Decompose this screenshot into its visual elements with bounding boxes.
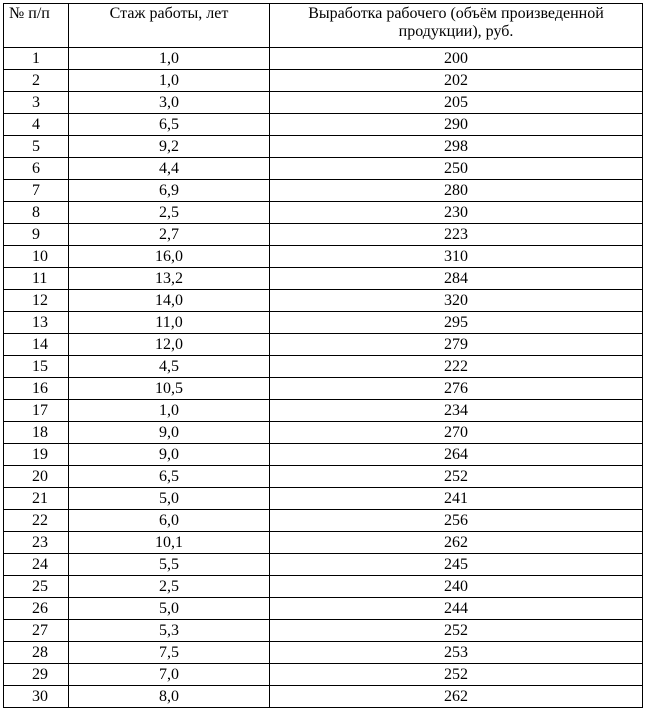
table-row xyxy=(4,202,643,224)
table-row xyxy=(4,114,643,136)
cell-output: 280 xyxy=(270,180,643,202)
cell-experience: 1,0 xyxy=(69,70,270,92)
table-header xyxy=(4,4,643,48)
cell-number: 23 xyxy=(4,532,69,554)
cell-number: 26 xyxy=(4,598,69,620)
cell-output: 320 xyxy=(270,290,643,312)
cell-experience: 8,0 xyxy=(69,686,270,708)
cell-number: 22 xyxy=(4,510,69,532)
cell-experience: 16,0 xyxy=(69,246,270,268)
table-row xyxy=(4,290,643,312)
cell-number: 8 xyxy=(4,202,69,224)
cell-experience: 2,5 xyxy=(69,202,270,224)
table-row xyxy=(4,422,643,444)
cell-number: 4 xyxy=(4,114,69,136)
cell-number: 1 xyxy=(4,48,69,70)
cell-number: 11 xyxy=(4,268,69,290)
cell-experience: 7,5 xyxy=(69,642,270,664)
cell-number: 17 xyxy=(4,400,69,422)
table-row xyxy=(4,158,643,180)
cell-number: 27 xyxy=(4,620,69,642)
cell-number: 6 xyxy=(4,158,69,180)
cell-number: 20 xyxy=(4,466,69,488)
cell-number: 21 xyxy=(4,488,69,510)
cell-number: 7 xyxy=(4,180,69,202)
cell-experience: 2,5 xyxy=(69,576,270,598)
cell-experience: 9,2 xyxy=(69,136,270,158)
cell-experience: 2,7 xyxy=(69,224,270,246)
table-row xyxy=(4,620,643,642)
cell-output: 253 xyxy=(270,642,643,664)
cell-output: 270 xyxy=(270,422,643,444)
cell-experience: 14,0 xyxy=(69,290,270,312)
cell-number: 13 xyxy=(4,312,69,334)
cell-experience: 6,9 xyxy=(69,180,270,202)
cell-output: 234 xyxy=(270,400,643,422)
cell-number: 28 xyxy=(4,642,69,664)
cell-output: 262 xyxy=(270,686,643,708)
table-row xyxy=(4,444,643,466)
cell-output: 245 xyxy=(270,554,643,576)
cell-number: 18 xyxy=(4,422,69,444)
cell-output: 284 xyxy=(270,268,643,290)
cell-experience: 1,0 xyxy=(69,48,270,70)
cell-output: 230 xyxy=(270,202,643,224)
cell-output: 295 xyxy=(270,312,643,334)
table-row xyxy=(4,334,643,356)
cell-number: 5 xyxy=(4,136,69,158)
cell-experience: 4,5 xyxy=(69,356,270,378)
cell-experience: 13,2 xyxy=(69,268,270,290)
cell-number: 15 xyxy=(4,356,69,378)
cell-number: 3 xyxy=(4,92,69,114)
cell-output: 223 xyxy=(270,224,643,246)
cell-output: 241 xyxy=(270,488,643,510)
table-row xyxy=(4,92,643,114)
table-row xyxy=(4,686,643,708)
table-row xyxy=(4,554,643,576)
cell-experience: 4,4 xyxy=(69,158,270,180)
table-body xyxy=(4,48,643,708)
table-row xyxy=(4,48,643,70)
cell-output: 244 xyxy=(270,598,643,620)
cell-number: 12 xyxy=(4,290,69,312)
cell-output: 252 xyxy=(270,466,643,488)
cell-experience: 7,0 xyxy=(69,664,270,686)
cell-number: 10 xyxy=(4,246,69,268)
data-table xyxy=(3,3,643,708)
cell-experience: 1,0 xyxy=(69,400,270,422)
table-row xyxy=(4,356,643,378)
cell-number: 25 xyxy=(4,576,69,598)
table-row xyxy=(4,576,643,598)
cell-output: 290 xyxy=(270,114,643,136)
cell-experience: 5,5 xyxy=(69,554,270,576)
cell-number: 29 xyxy=(4,664,69,686)
header-row xyxy=(4,4,643,48)
table-row xyxy=(4,642,643,664)
cell-output: 262 xyxy=(270,532,643,554)
cell-output: 240 xyxy=(270,576,643,598)
table-row xyxy=(4,532,643,554)
cell-output: 310 xyxy=(270,246,643,268)
cell-experience: 5,0 xyxy=(69,488,270,510)
table-row xyxy=(4,466,643,488)
cell-number: 16 xyxy=(4,378,69,400)
table-row xyxy=(4,598,643,620)
cell-number: 19 xyxy=(4,444,69,466)
table-row xyxy=(4,510,643,532)
cell-output: 276 xyxy=(270,378,643,400)
cell-output: 202 xyxy=(270,70,643,92)
table-row xyxy=(4,136,643,158)
cell-output: 252 xyxy=(270,664,643,686)
cell-output: 205 xyxy=(270,92,643,114)
cell-experience: 12,0 xyxy=(69,334,270,356)
table-row xyxy=(4,312,643,334)
cell-experience: 6,0 xyxy=(69,510,270,532)
cell-output: 222 xyxy=(270,356,643,378)
cell-experience: 9,0 xyxy=(69,444,270,466)
cell-experience: 9,0 xyxy=(69,422,270,444)
table-row xyxy=(4,224,643,246)
cell-output: 200 xyxy=(270,48,643,70)
cell-number: 14 xyxy=(4,334,69,356)
table-row xyxy=(4,400,643,422)
cell-experience: 5,3 xyxy=(69,620,270,642)
header-output: Выработка рабочего (объём произведенной продукции), руб. xyxy=(270,4,643,48)
header-experience: Стаж работы, лет xyxy=(69,4,270,48)
table-row xyxy=(4,70,643,92)
cell-experience: 6,5 xyxy=(69,114,270,136)
cell-experience: 10,1 xyxy=(69,532,270,554)
cell-experience: 11,0 xyxy=(69,312,270,334)
cell-number: 24 xyxy=(4,554,69,576)
cell-output: 252 xyxy=(270,620,643,642)
table-row xyxy=(4,664,643,686)
table-row xyxy=(4,180,643,202)
cell-number: 9 xyxy=(4,224,69,246)
cell-output: 264 xyxy=(270,444,643,466)
cell-output: 279 xyxy=(270,334,643,356)
table-row xyxy=(4,268,643,290)
cell-number: 2 xyxy=(4,70,69,92)
cell-experience: 5,0 xyxy=(69,598,270,620)
cell-experience: 3,0 xyxy=(69,92,270,114)
cell-output: 298 xyxy=(270,136,643,158)
cell-experience: 6,5 xyxy=(69,466,270,488)
table-row xyxy=(4,246,643,268)
table-row xyxy=(4,378,643,400)
cell-output: 256 xyxy=(270,510,643,532)
table-row xyxy=(4,488,643,510)
cell-number: 30 xyxy=(4,686,69,708)
cell-output: 250 xyxy=(270,158,643,180)
header-number: № п/п xyxy=(4,4,69,48)
cell-experience: 10,5 xyxy=(69,378,270,400)
